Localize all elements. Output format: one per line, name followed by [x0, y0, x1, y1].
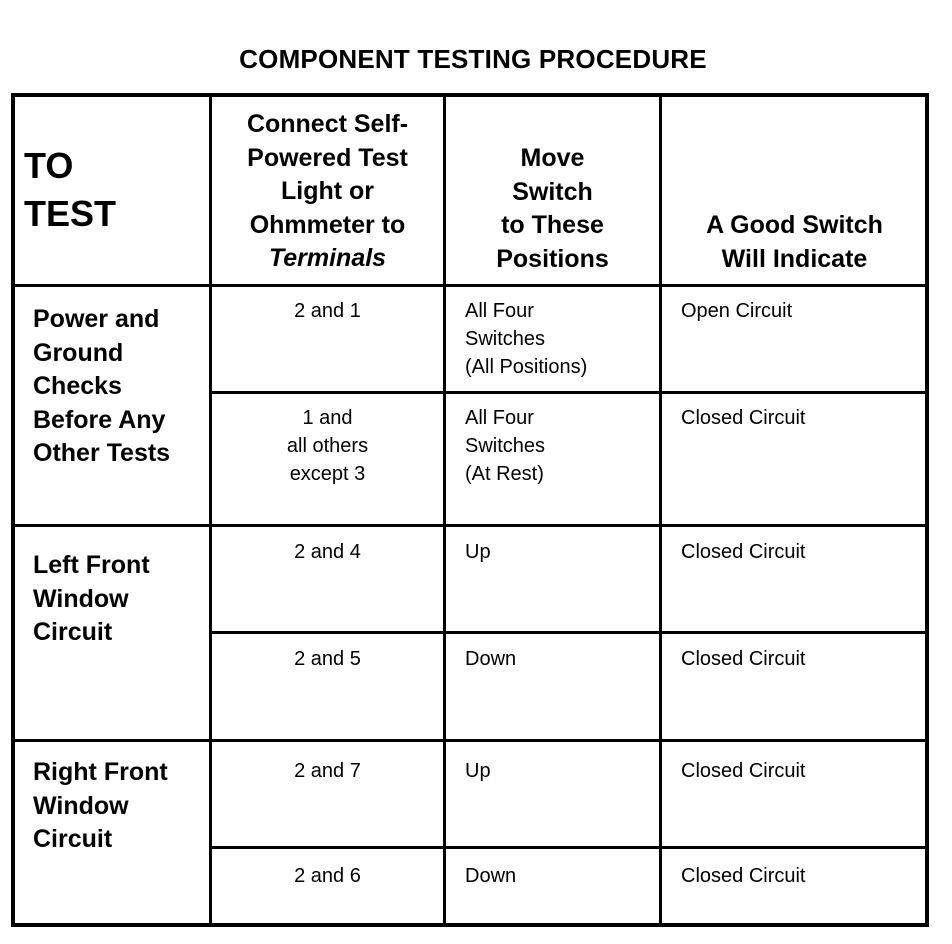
group-label-text: Other Tests: [33, 439, 171, 467]
group-label-text: Window: [33, 791, 129, 820]
result-cell: [681, 757, 925, 785]
terminals-cell: [212, 757, 443, 785]
header-move: [446, 142, 659, 276]
terminals-cell: [212, 645, 443, 673]
terminals-text: 2 and 7: [294, 760, 361, 782]
positions-text: Up: [465, 760, 491, 782]
group-label-right-front: [33, 756, 209, 857]
positions-text: (All Positions): [465, 356, 588, 378]
result-cell: [681, 297, 925, 325]
header-to-test: [24, 142, 204, 238]
header-text: Positions: [496, 244, 609, 273]
header-text: Move: [520, 144, 585, 172]
header-text: Connect Self-: [246, 110, 409, 138]
positions-text: Switches: [465, 435, 546, 457]
group-label-text: Circuit: [33, 618, 113, 646]
header-text: Terminals: [268, 244, 387, 272]
header-indicate: [662, 209, 927, 276]
group-label-power-ground: [33, 303, 209, 471]
group-label-left-front: [33, 549, 209, 650]
group-label-text: Left Front: [33, 551, 150, 579]
positions-cell: [465, 757, 659, 785]
terminals-text: 2 and 4: [294, 541, 361, 563]
header-text: Powered Test: [247, 143, 408, 172]
header-text: Will Indicate: [721, 244, 868, 273]
positions-text: Down: [465, 648, 517, 670]
result-text: Closed Circuit: [681, 541, 806, 563]
document-title: COMPONENT TESTING PROCEDURE: [239, 44, 707, 74]
result-text: Closed Circuit: [681, 407, 806, 429]
row-divider: [209, 631, 927, 634]
result-cell: [681, 404, 925, 432]
header-text: A Good Switch: [706, 211, 883, 239]
row-divider: [13, 739, 927, 742]
terminals-cell: [212, 862, 443, 890]
result-text: Closed Circuit: [681, 648, 806, 670]
group-label-text: Circuit: [33, 825, 113, 853]
result-text: Closed Circuit: [681, 865, 806, 887]
header-text: to These: [501, 211, 604, 239]
terminals-cell: [212, 404, 443, 488]
result-cell: [681, 862, 925, 890]
positions-text: (At Rest): [465, 463, 544, 485]
group-label-text: Checks: [33, 372, 122, 400]
header-text: Light or: [280, 177, 375, 205]
terminals-text: 2 and 5: [294, 648, 361, 670]
terminals-text: 2 and 6: [294, 865, 361, 887]
group-label-text: Window: [33, 584, 129, 613]
group-label-text: Right Front: [33, 758, 168, 786]
positions-cell: [465, 538, 659, 566]
positions-text: All Four: [465, 407, 534, 429]
result-text: Open Circuit: [681, 300, 793, 322]
result-cell: [681, 645, 925, 673]
row-divider: [209, 391, 927, 394]
positions-cell: [465, 862, 659, 890]
group-label-text: Ground: [33, 338, 124, 367]
positions-text: Up: [465, 541, 491, 563]
positions-cell: [465, 404, 659, 488]
header-text: TO: [24, 145, 74, 186]
terminals-text: except 3: [289, 463, 366, 485]
terminals-cell: [212, 297, 443, 325]
terminals-cell: [212, 538, 443, 566]
positions-cell: [465, 645, 659, 673]
header-text: Switch: [512, 177, 593, 206]
result-text: Closed Circuit: [681, 760, 806, 782]
terminals-text: 1 and: [302, 407, 353, 429]
group-label-text: Before Any: [33, 405, 166, 434]
result-cell: [681, 538, 925, 566]
group-label-text: Power and: [33, 305, 160, 333]
header-text: Ohmmeter to: [249, 210, 406, 239]
row-divider: [13, 524, 927, 527]
row-divider: [209, 846, 927, 849]
positions-text: All Four: [465, 300, 534, 322]
positions-text: Down: [465, 865, 517, 887]
terminals-text: 2 and 1: [294, 300, 361, 322]
row-divider: [13, 284, 927, 287]
positions-cell: [465, 297, 659, 381]
terminals-text: all others: [286, 435, 369, 457]
header-text: TEST: [24, 193, 117, 234]
positions-text: Switches: [465, 328, 546, 350]
header-connect: [212, 108, 443, 276]
